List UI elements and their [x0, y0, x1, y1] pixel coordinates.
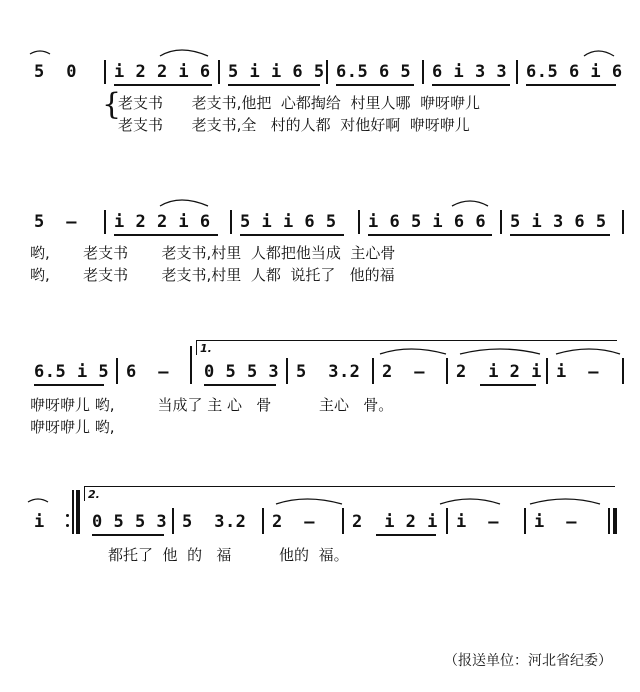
barline — [524, 508, 526, 534]
underline — [34, 384, 104, 386]
measure-3-6: i – — [556, 362, 599, 382]
lyric-brace: { — [102, 87, 122, 122]
measure-3-2: 0 5 5 3 — [204, 362, 280, 382]
barline — [342, 508, 344, 534]
barline — [422, 60, 424, 84]
underline — [228, 84, 320, 86]
repeat-dot — [66, 514, 69, 517]
measure-4-1: 0 5 5 3 — [92, 512, 168, 532]
underline — [114, 234, 218, 236]
measure-1-4: 6 i 3 3 — [432, 62, 508, 82]
measure-1-2: 5 i i 6 5 — [228, 62, 325, 82]
measure-1-1: i 2 2 i 6 — [114, 62, 211, 82]
underline — [92, 534, 164, 536]
lyric-line-1: 哟, 老支书 老支书,村里 人都把他当成 主心骨 — [30, 244, 396, 262]
barline — [104, 210, 106, 234]
measure-3-5: 2 i 2 i — [456, 362, 542, 382]
measure-1-3: 6.5 6 5 — [336, 62, 412, 82]
measure-2-0: 5 – — [34, 212, 77, 232]
lyric-line-2: 老支书 老支书,全 村的人都 对他好啊 咿呀咿儿 — [118, 116, 470, 134]
repeat-dot — [66, 524, 69, 527]
underline — [432, 84, 510, 86]
lyric-line-1: 老支书 老支书,他把 心都掏给 村里人哪 咿呀咿儿 — [118, 94, 480, 112]
measure-3-1: 6 – — [126, 362, 169, 382]
barline — [622, 210, 624, 234]
barline — [358, 210, 360, 234]
measure-4-0: i — [34, 512, 45, 532]
measure-2-4: 5 i 3 6 5 — [510, 212, 607, 232]
measure-4-2: 5 3.2 — [182, 512, 247, 532]
underline — [114, 84, 212, 86]
underline — [336, 84, 414, 86]
measure-3-0: 6.5 i 5 — [34, 362, 110, 382]
repeat-barline — [72, 490, 74, 534]
barline — [446, 358, 448, 384]
volta-bracket-2 — [84, 486, 615, 501]
barline — [286, 358, 288, 384]
credit-note: （报送单位：河北省纪委） — [444, 653, 612, 669]
barline — [546, 358, 548, 384]
barline — [372, 358, 374, 384]
barline — [172, 508, 174, 534]
measure-2-1: i 2 2 i 6 — [114, 212, 211, 232]
barline — [326, 60, 328, 84]
barline — [500, 210, 502, 234]
lyric-line-1: 咿呀咿儿 哟, 当成了 主 心 骨 主心 骨。 — [30, 396, 394, 414]
measure-3-3: 5 3.2 — [296, 362, 361, 382]
underline — [510, 234, 610, 236]
measure-1-0: 5 0 — [34, 62, 77, 82]
underline — [204, 384, 276, 386]
barline — [218, 60, 220, 84]
measure-4-5: i – — [456, 512, 499, 532]
underline — [526, 84, 616, 86]
volta-bracket-1 — [196, 340, 617, 355]
barline — [116, 358, 118, 384]
lyric-line-1: 都托了 他 的 福 他的 福。 — [108, 546, 349, 564]
measure-3-4: 2 – — [382, 362, 425, 382]
measure-4-4: 2 i 2 i — [352, 512, 438, 532]
barline — [230, 210, 232, 234]
final-barline-thin — [608, 508, 610, 534]
barline — [446, 508, 448, 534]
underline — [368, 234, 492, 236]
lyric-line-2: 咿呀咿儿 哟, — [30, 418, 115, 436]
barline — [516, 60, 518, 84]
barline — [262, 508, 264, 534]
barline — [104, 60, 106, 84]
repeat-barline-thick — [76, 490, 80, 534]
measure-4-6: i – — [534, 512, 577, 532]
measure-2-2: 5 i i 6 5 — [240, 212, 337, 232]
barline — [622, 358, 624, 384]
underline — [480, 384, 536, 386]
volta-number-2: 2. — [88, 488, 100, 501]
measure-2-3: i 6 5 i 6 6 — [368, 212, 487, 232]
underline — [240, 234, 344, 236]
underline — [376, 534, 436, 536]
measure-4-3: 2 – — [272, 512, 315, 532]
lyric-line-2: 哟, 老支书 老支书,村里 人都 说托了 他的福 — [30, 266, 395, 284]
volta-number-1: 1. — [200, 342, 212, 355]
measure-1-5: 6.5 6 i 6 — [526, 62, 623, 82]
final-barline-thick — [613, 508, 617, 534]
barline — [190, 346, 192, 384]
